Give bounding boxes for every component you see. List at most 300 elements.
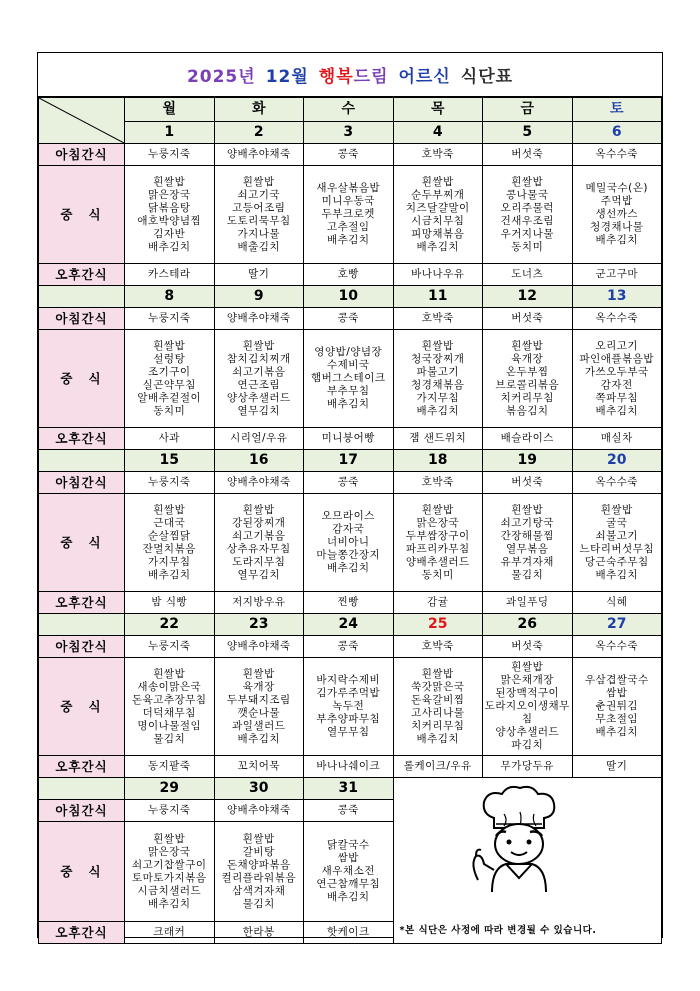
afternoon-label: 오후간식: [39, 428, 125, 450]
menu-item: 우삼겹쌀국수: [584, 674, 649, 686]
breakfast-cell: 옥수수죽: [572, 144, 662, 166]
menu-item: 쇠고기국: [237, 188, 281, 201]
date-cell: 31: [304, 778, 394, 800]
afternoon-row: [39, 592, 662, 614]
menu-item: 양상추샐러드: [226, 391, 291, 404]
menu-item: 치커리무침: [500, 391, 554, 404]
menu-item: 파프리카무침: [405, 542, 470, 555]
menu-item: 콩나물국: [505, 188, 549, 201]
lunch-cell: [304, 822, 394, 922]
lunch-cell: [393, 330, 483, 428]
date-cell: 29: [125, 778, 215, 800]
menu-item: 토마토가지볶음: [131, 871, 207, 884]
menu-item: 흰쌀밥: [421, 503, 454, 516]
afternoon-cell: 롤케이크/우유: [393, 756, 483, 778]
title-elder: 어르신: [398, 67, 451, 87]
afternoon-cell: 꼬치어묵: [214, 756, 304, 778]
lunch-cell: [572, 166, 662, 264]
menu-item: 느타리버섯무침: [579, 542, 654, 555]
menu-item: 치즈달걀말이: [405, 201, 470, 214]
menu-item: 파불고기: [416, 365, 460, 378]
afternoon-cell: 시리얼/우유: [214, 428, 304, 450]
lunch-cell: [483, 658, 573, 756]
chef-icon: [464, 784, 574, 892]
lunch-cell: [483, 166, 573, 264]
lunch-cell: [125, 658, 215, 756]
menu-item: 흰쌀밥: [242, 832, 275, 845]
date-cell: 6: [572, 122, 662, 144]
afternoon-cell: 바나나쉐이크: [304, 756, 394, 778]
lunch-label: 중식: [39, 658, 125, 756]
menu-item: 조기구이: [147, 365, 191, 378]
menu-item: 쇠고기찹쌀구이: [131, 858, 207, 871]
date-cell: 15: [125, 450, 215, 472]
breakfast-cell: 호박죽: [393, 472, 483, 494]
menu-item: 육개장: [242, 680, 275, 693]
breakfast-cell: 버섯죽: [483, 472, 573, 494]
date-row-spacer: [39, 778, 125, 800]
menu-item: 영양밥/양념장: [314, 346, 383, 358]
afternoon-cell: 크래커: [125, 922, 215, 944]
menu-item: 배추김치: [416, 732, 460, 745]
menu-item: 고등어조림: [232, 201, 286, 214]
menu-item: 오므라이스: [321, 510, 375, 522]
afternoon-cell: 과일푸딩: [483, 592, 573, 614]
lunch-cell: [393, 166, 483, 264]
menu-item: 생선까스: [595, 208, 639, 220]
date-cell: 27: [572, 614, 662, 636]
breakfast-cell: 콩죽: [304, 800, 394, 822]
lunch-cell: [304, 166, 394, 264]
menu-item: 쌈밥: [606, 687, 628, 699]
menu-item: 부추무침: [326, 385, 370, 397]
date-cell: 30: [214, 778, 304, 800]
menu-item: 우거지나물: [500, 227, 554, 240]
diagonal-line: [39, 98, 124, 143]
breakfast-cell: 누룽지죽: [125, 144, 215, 166]
menu-item: 쑥갓맑은국: [411, 680, 465, 693]
date-row: [39, 450, 662, 472]
date-row: [39, 286, 662, 308]
menu-item: 배추김치: [416, 404, 460, 417]
breakfast-cell: 양배추야채죽: [214, 472, 304, 494]
breakfast-cell: 옥수수죽: [572, 472, 662, 494]
menu-item: 배추김치: [595, 568, 639, 581]
afternoon-label: 오후간식: [39, 922, 125, 944]
menu-item: 흰쌀밥: [242, 339, 275, 352]
afternoon-cell: 찐빵: [304, 592, 394, 614]
afternoon-row: [39, 264, 662, 286]
menu-item: 흰쌀밥: [153, 339, 186, 352]
afternoon-cell: 식혜: [572, 592, 662, 614]
date-cell: 23: [214, 614, 304, 636]
date-cell: 10: [304, 286, 394, 308]
breakfast-cell: 누룽지죽: [125, 308, 215, 330]
page-title: [38, 53, 662, 97]
breakfast-label: 아침간식: [39, 472, 125, 494]
breakfast-cell: 콩죽: [304, 308, 394, 330]
afternoon-cell: 사과: [125, 428, 215, 450]
lunch-cell: [214, 658, 304, 756]
menu-item: 파인애플볶음밥: [579, 352, 654, 365]
afternoon-cell: 미니붕어빵: [304, 428, 394, 450]
menu-item: 수제비국: [326, 359, 370, 371]
lunch-cell: [393, 658, 483, 756]
breakfast-cell: 호박죽: [393, 144, 483, 166]
menu-item: 쇠불고기: [595, 529, 639, 542]
date-row-spacer: [39, 286, 125, 308]
title-menu: 식단표: [460, 67, 514, 87]
breakfast-cell: 버섯죽: [483, 308, 573, 330]
date-row-spacer: [39, 614, 125, 636]
menu-item: 감자국: [332, 523, 365, 535]
lunch-cell: [214, 494, 304, 592]
menu-item: 쌈밥: [337, 852, 359, 864]
date-row: [39, 122, 662, 144]
date-cell: 18: [393, 450, 483, 472]
day-header: 토: [572, 98, 662, 122]
title-happy: 행복: [318, 67, 354, 87]
afternoon-cell: 동지팥죽: [125, 756, 215, 778]
menu-item: 배추김치: [326, 891, 370, 903]
lunch-label: 중식: [39, 822, 125, 922]
menu-item: 알배추겉절이: [137, 391, 202, 404]
afternoon-cell: 저지방우유: [214, 592, 304, 614]
menu-item: 흰쌀밥: [242, 175, 275, 188]
menu-item: 브로콜리볶음: [495, 378, 560, 391]
breakfast-cell: 양배추야채죽: [214, 144, 304, 166]
lunch-row: [39, 658, 662, 756]
notice-text: *본 식단은 사정에 따라 변경될 수 있습니다.: [399, 925, 597, 936]
afternoon-cell: 호빵: [304, 264, 394, 286]
day-header: 수: [304, 98, 394, 122]
menu-item: 열무무침: [326, 726, 370, 738]
menu-item: 된장맥적구이: [495, 687, 560, 699]
menu-item: 참치김치찌개: [226, 352, 291, 365]
menu-item: 배출김치: [237, 240, 281, 253]
lunch-row: [39, 494, 662, 592]
menu-item: 흰쌀밥: [511, 339, 544, 352]
menu-item: 흰쌀밥: [600, 503, 633, 516]
breakfast-cell: 양배추야채죽: [214, 636, 304, 658]
breakfast-cell: 누룽지죽: [125, 472, 215, 494]
menu-item: 유부겨자채: [500, 555, 554, 568]
menu-item: 햄버그스테이크: [310, 372, 386, 384]
menu-item: 피망채볶음: [411, 227, 465, 240]
menu-table: [38, 97, 662, 944]
menu-item: 춘권튀김: [595, 700, 639, 712]
menu-item: 두부돼지조림: [226, 693, 291, 706]
menu-item: 실곤약무침: [142, 378, 196, 391]
afternoon-label: 오후간식: [39, 756, 125, 778]
menu-item: 열무김치: [237, 404, 281, 417]
lunch-cell: [214, 822, 304, 922]
breakfast-cell: 버섯죽: [483, 144, 573, 166]
lunch-cell: [214, 330, 304, 428]
menu-item: 더덕채무침: [142, 706, 196, 719]
menu-item: 가지무침: [416, 391, 460, 404]
menu-item: 닭볶음탕: [147, 201, 191, 214]
menu-item: 당근숙주무침: [584, 555, 649, 568]
date-cell: 13: [572, 286, 662, 308]
menu-item: 동치미: [421, 568, 454, 581]
menu-item: 컬리플라워볶음: [221, 871, 296, 884]
breakfast-cell: 콩죽: [304, 472, 394, 494]
afternoon-cell: 바나나우유: [393, 264, 483, 286]
menu-item: 순두부찌개: [411, 188, 465, 201]
lunch-cell: [125, 330, 215, 428]
lunch-cell: [393, 494, 483, 592]
lunch-cell: [125, 166, 215, 264]
date-cell: 12: [483, 286, 573, 308]
afternoon-label: 오후간식: [39, 592, 125, 614]
menu-item: 배추김치: [595, 404, 639, 417]
lunch-label: 중식: [39, 494, 125, 592]
date-cell: 9: [214, 286, 304, 308]
date-cell: 20: [572, 450, 662, 472]
afternoon-cell: 밤 식빵: [125, 592, 215, 614]
lunch-cell: [483, 494, 573, 592]
menu-item: 애호박양념찜: [137, 214, 202, 227]
day-header: 월: [125, 98, 215, 122]
menu-item: 흰쌀밥: [153, 667, 186, 680]
afternoon-cell: 감귤: [393, 592, 483, 614]
lunch-cell: [304, 658, 394, 756]
afternoon-cell: 매실차: [572, 428, 662, 450]
menu-item: 치커리무침: [411, 719, 465, 732]
lunch-cell: [304, 494, 394, 592]
menu-item: 김가루주먹밥: [316, 687, 381, 699]
date-cell: 8: [125, 286, 215, 308]
menu-item: 배추김치: [595, 234, 639, 246]
lunch-cell: [483, 330, 573, 428]
menu-item: 쇠고기탕국: [500, 516, 554, 529]
breakfast-cell: 옥수수죽: [572, 636, 662, 658]
menu-item: 열무김치: [237, 568, 281, 581]
menu-item: 물김치: [242, 897, 275, 910]
menu-item: 쇠고기볶음: [232, 365, 286, 378]
breakfast-cell: 버섯죽: [483, 636, 573, 658]
date-cell: 3: [304, 122, 394, 144]
menu-item: 배추김치: [147, 568, 191, 581]
breakfast-cell: 양배추야채죽: [214, 308, 304, 330]
date-cell: 5: [483, 122, 573, 144]
menu-item: 갈비탕: [242, 845, 275, 858]
menu-item: 고추절임: [326, 221, 370, 233]
date-cell: 16: [214, 450, 304, 472]
menu-item: 시금치무침: [411, 214, 465, 227]
lunch-cell: [214, 166, 304, 264]
date-cell: 2: [214, 122, 304, 144]
menu-item: 주먹밥: [600, 195, 633, 207]
menu-item: 설렁탕: [153, 352, 186, 365]
menu-item: 물김치: [153, 732, 186, 745]
menu-item: 바지락수제비: [316, 674, 381, 686]
afternoon-cell: 딸기: [572, 756, 662, 778]
menu-item: 맑은채개장: [500, 674, 554, 686]
menu-item: 상추유자무침: [226, 542, 291, 555]
menu-item: 흰쌀밥: [421, 667, 454, 680]
lunch-cell: [125, 494, 215, 592]
menu-item: 온두부찜: [505, 365, 549, 378]
breakfast-cell: 양배추야채죽: [214, 800, 304, 822]
afternoon-row: [39, 428, 662, 450]
menu-item: 감자전: [600, 378, 633, 391]
menu-item: 쪽파무침: [595, 391, 639, 404]
breakfast-row: [39, 472, 662, 494]
afternoon-cell: 무가당두유: [483, 756, 573, 778]
menu-item: 흰쌀밥: [153, 175, 186, 188]
title-dream: 드림: [353, 67, 389, 87]
menu-item: 너비아니: [326, 536, 370, 548]
menu-item: 육개장: [511, 352, 544, 365]
afternoon-cell: 핫케이크: [304, 922, 394, 944]
menu-item: 무초절임: [595, 713, 639, 725]
breakfast-cell: 누룽지죽: [125, 636, 215, 658]
breakfast-label: 아침간식: [39, 636, 125, 658]
date-cell: 26: [483, 614, 573, 636]
lunch-row: [39, 166, 662, 264]
menu-item: 가지무침: [147, 555, 191, 568]
menu-item: 동치미: [153, 404, 186, 417]
menu-item: 강된장찌개: [232, 516, 286, 529]
afternoon-cell: 배슬라이스: [483, 428, 573, 450]
menu-item: 김자반: [153, 227, 186, 240]
lunch-cell: [304, 330, 394, 428]
chef-note-cell: [393, 778, 662, 944]
menu-item: 흰쌀밥: [511, 661, 544, 673]
menu-item: 흰쌀밥: [511, 175, 544, 188]
menu-item: 부추양파무침: [316, 713, 381, 725]
breakfast-cell: 호박죽: [393, 636, 483, 658]
menu-item: 과일샐러드: [232, 719, 286, 732]
date-row: [39, 778, 662, 800]
menu-item: 닭칼국수: [326, 839, 370, 851]
breakfast-cell: 콩죽: [304, 636, 394, 658]
menu-item: 삼색겨자채: [232, 884, 286, 897]
menu-item: 흰쌀밥: [153, 832, 186, 845]
lunch-cell: [125, 822, 215, 922]
menu-item: 배추김치: [326, 234, 370, 246]
date-cell: 19: [483, 450, 573, 472]
afternoon-cell: 딸기: [214, 264, 304, 286]
afternoon-label: 오후간식: [39, 264, 125, 286]
menu-item: 동치미: [511, 240, 544, 253]
menu-item: 오리주물럭: [500, 201, 554, 214]
breakfast-row: [39, 308, 662, 330]
menu-sheet: [37, 52, 663, 938]
menu-item: 배추김치: [326, 398, 370, 410]
menu-item: 미니우동국: [321, 195, 375, 207]
menu-item: 두부쌈장구이: [405, 529, 470, 542]
breakfast-label: 아침간식: [39, 144, 125, 166]
menu-item: 메밀국수(온): [585, 182, 648, 194]
menu-item: 도라지오이생채무침: [484, 700, 570, 725]
afternoon-cell: 잼 샌드위치: [393, 428, 483, 450]
menu-item: 흰쌀밥: [511, 503, 544, 516]
afternoon-cell: 군고구마: [572, 264, 662, 286]
afternoon-cell: 한라봉: [214, 922, 304, 944]
afternoon-cell: 카스테라: [125, 264, 215, 286]
menu-item: 오리고기: [595, 339, 639, 352]
lunch-label: 중식: [39, 330, 125, 428]
menu-item: 연근조림: [237, 378, 281, 391]
breakfast-label: 아침간식: [39, 308, 125, 330]
breakfast-cell: 누룽지죽: [125, 800, 215, 822]
corner-cell: [39, 98, 125, 144]
day-header: 화: [214, 98, 304, 122]
lunch-cell: [572, 494, 662, 592]
menu-item: 근대국: [153, 516, 186, 529]
menu-item: 마늘쫑간장지: [316, 549, 381, 561]
menu-item: 돈육갈비찜: [411, 693, 465, 706]
menu-item: 도라지무침: [232, 555, 286, 568]
breakfast-row: [39, 636, 662, 658]
menu-item: 물김치: [511, 568, 544, 581]
menu-item: 양상추샐러드: [495, 726, 560, 738]
date-cell: 11: [393, 286, 483, 308]
afternoon-cell: 도너츠: [483, 264, 573, 286]
day-header: 금: [483, 98, 573, 122]
breakfast-cell: 옥수수죽: [572, 308, 662, 330]
date-cell: 4: [393, 122, 483, 144]
breakfast-cell: 호박죽: [393, 308, 483, 330]
date-row-spacer: [39, 450, 125, 472]
menu-item: 새송이맑은국: [137, 680, 202, 693]
date-cell: 22: [125, 614, 215, 636]
menu-item: 굴국: [606, 516, 628, 529]
menu-item: 명이나물절임: [137, 719, 202, 732]
menu-item: 녹두전: [332, 700, 365, 712]
lunch-cell: [572, 658, 662, 756]
date-cell: 24: [304, 614, 394, 636]
menu-item: 배추김치: [147, 897, 191, 910]
menu-item: 잔멸치볶음: [142, 542, 196, 555]
menu-item: 파김치: [511, 739, 544, 751]
menu-item: 가지나물: [237, 227, 281, 240]
menu-item: 흰쌀밥: [153, 503, 186, 516]
date-row: [39, 614, 662, 636]
day-header-row: [39, 98, 662, 122]
menu-item: 양배추샐러드: [405, 555, 470, 568]
menu-item: 배추김치: [326, 562, 370, 574]
menu-item: 배추김치: [147, 240, 191, 253]
menu-item: 청국장찌개: [411, 352, 465, 365]
menu-item: 돈육고추장무침: [131, 693, 207, 706]
menu-item: 새우살볶음밥: [316, 182, 381, 194]
menu-item: 맑은장국: [147, 188, 191, 201]
lunch-label: 중식: [39, 166, 125, 264]
menu-item: 쇠고기볶음: [232, 529, 286, 542]
menu-item: 새우채소전: [321, 865, 375, 877]
menu-item: 흰쌀밥: [242, 667, 275, 680]
menu-item: 흰쌀밥: [421, 175, 454, 188]
menu-item: 볶음김치: [505, 404, 549, 417]
menu-item: 돈채양파볶음: [226, 858, 291, 871]
menu-item: 건새우조림: [500, 214, 554, 227]
menu-item: 가쓰오두부국: [584, 365, 649, 378]
menu-item: 배추김치: [416, 240, 460, 253]
menu-item: 고사리나물: [411, 706, 465, 719]
menu-item: 흰쌀밥: [242, 503, 275, 516]
menu-item: 열무볶음: [505, 542, 549, 555]
date-cell: 1: [125, 122, 215, 144]
lunch-row: [39, 330, 662, 428]
menu-item: 순살찜닭: [147, 529, 191, 542]
menu-item: 연근참깨무침: [316, 878, 381, 890]
afternoon-row: [39, 756, 662, 778]
title-year: 2025년: [186, 67, 256, 87]
